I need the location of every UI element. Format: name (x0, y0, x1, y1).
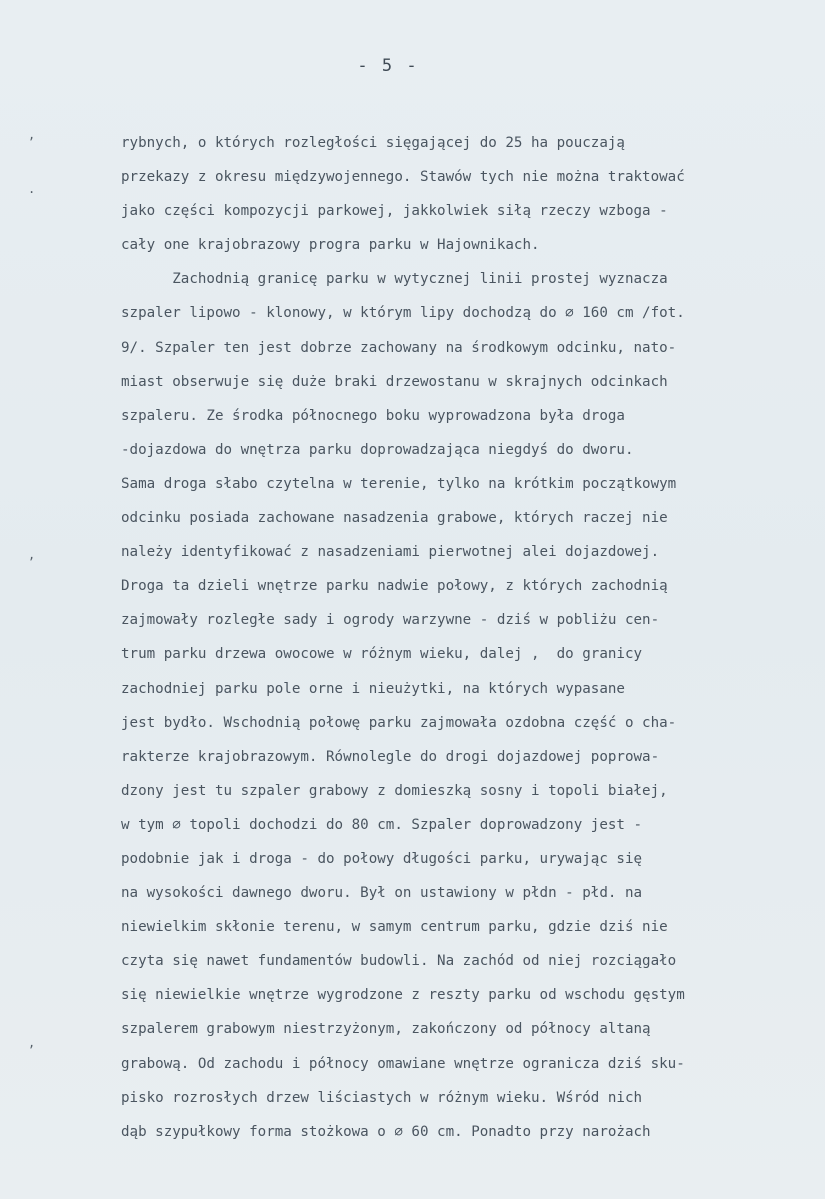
text-line: zajmowały rozległe sady i ogrody warzywne - dziś w pobliżu cen- (121, 612, 660, 629)
margin-mark: . (28, 182, 36, 196)
text-line: zachodniej parku pole orne i nieużytki, na których wypasane (121, 680, 625, 697)
text-line: Sama droga słabo czytelna w terenie, tylko na krótkim początkowym (121, 475, 677, 492)
text-line: niewielkim skłonie terenu, w samym centrum parku, gdzie dziś nie (121, 919, 668, 936)
text-line: rybnych, o których rozległości sięgającej do 25 ha pouczają (121, 135, 625, 151)
text-line: miast obserwuje się duże braki drzewostanu w skrajnych odcinkach (121, 373, 668, 390)
text-line: pisko rozrosłych drzew liściastych w różnym wieku. Wśród nich (121, 1089, 643, 1106)
text-line: grabową. Od zachodu i północy omawiane wnętrze ogranicza dziś sku- (121, 1055, 685, 1072)
body-text (121, 126, 821, 1149)
text-line: Zachodnią granicę parku w wytycznej linii prostej wyznacza (121, 271, 668, 288)
text-line: odcinku posiada zachowane nasadzenia grabowe, których raczej nie (121, 510, 668, 527)
text-line: -dojazdowa do wnętrza parku doprowadzająca niegdyś do dworu. (121, 441, 634, 458)
text-line: szpaler lipowo - klonowy, w którym lipy dochodzą do ⌀ 160 cm /fot. (121, 305, 685, 322)
text-line: przekazy z okresu międzywojennego. Stawów tych nie można traktować (121, 169, 685, 186)
margin-mark: , (28, 128, 36, 142)
text-line: rakterze krajobrazowym. Równolegle do drogi dojazdowej poprowa- (121, 748, 660, 765)
text-line: jest bydło. Wschodnią połowę parku zajmowała ozdobna część o cha- (121, 714, 677, 731)
text-line: jako części kompozycji parkowej, jakkolwiek siłą rzeczy wzboga - (121, 203, 668, 220)
text-line: cały one krajobrazowy progra parku w Hajownikach. (121, 237, 540, 254)
text-line: w tym ⌀ topoli dochodzi do 80 cm. Szpaler doprowadzony jest - (121, 816, 643, 833)
text-line: szpaleru. Ze środka północnego boku wyprowadzona była droga (121, 407, 625, 424)
text-line: szpalerem grabowym niestrzyżonym, zakończony od północy altaną (121, 1021, 651, 1038)
text-line: czyta się nawet fundamentów budowli. Na zachód od niej rozciągało (121, 953, 677, 970)
text-line: na wysokości dawnego dworu. Był on ustawiony w płdn - płd. na (121, 885, 643, 902)
text-line: należy identyfikować z nasadzeniami pierwotnej alei dojazdowej. (121, 544, 660, 561)
text-line: dąb szypułkowy forma stożkowa o ⌀ 60 cm. Ponadto przy narożach (121, 1123, 651, 1140)
page-number: - 5 - (357, 56, 419, 76)
text-line: dzony jest tu szpaler grabowy z domieszką sosny i topoli białej, (121, 782, 668, 799)
margin-mark: , (28, 548, 36, 562)
text-line: trum parku drzewa owocowe w różnym wieku, dalej , do granicy (121, 646, 643, 663)
text-line: się niewielkie wnętrze wygrodzone z reszty parku od wschodu gęstym (121, 987, 685, 1004)
margin-mark: , (28, 1036, 36, 1050)
text-line: Droga ta dzieli wnętrze parku nadwie połowy, z których zachodnią (121, 578, 668, 595)
text-line: podobnie jak i droga - do połowy długości parku, urywając się (121, 850, 643, 867)
text-line: 9/. Szpaler ten jest dobrze zachowany na środkowym odcinku, nato- (121, 339, 677, 356)
